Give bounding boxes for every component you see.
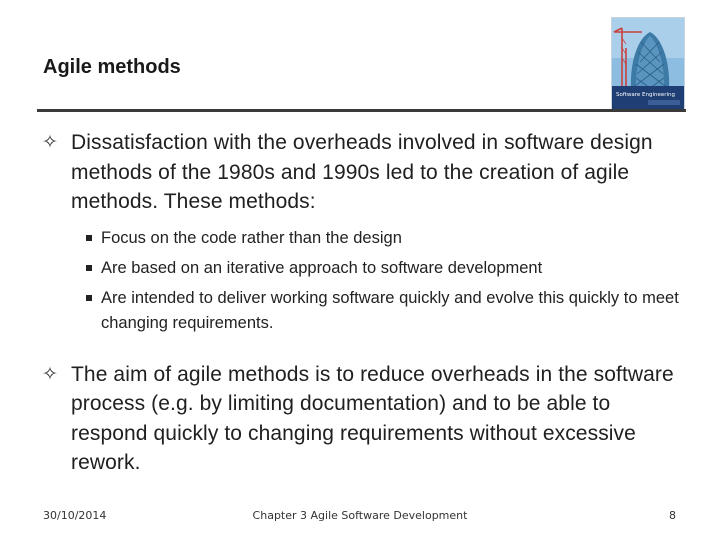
star-bullet-icon: ✧ (42, 363, 59, 385)
star-bullet-icon: ✧ (42, 132, 59, 153)
sub-bullet-item (42, 256, 682, 281)
slide-title: Agile methods (43, 56, 181, 78)
sub-bullet-item (42, 286, 682, 336)
square-bullet-icon (86, 235, 92, 241)
footer-chapter: Chapter 3 Agile Software Development (252, 509, 468, 522)
bullet-item (42, 128, 682, 217)
square-bullet-icon (86, 295, 92, 301)
sub-bullet-text: Are intended to deliver working software quickly and evolve this quickly to meet changing requirements. (101, 288, 679, 332)
book-cover-title: Software Engineering (616, 92, 675, 98)
square-bullet-icon (86, 265, 92, 271)
sub-bullet-item (42, 226, 682, 251)
sub-bullet-text: Focus on the code rather than the design (101, 228, 402, 247)
book-cover-image (611, 17, 685, 110)
book-cover-illustration (612, 18, 684, 109)
title-divider (37, 109, 686, 112)
bullet-text: The aim of agile methods is to reduce overheads in the software process (e.g. by limiting documentation) and to be able to respond quickly to changing requirements without excessive rework. (71, 362, 674, 474)
footer-date: 30/10/2014 (43, 509, 107, 522)
footer-page-number: 8 (669, 509, 676, 522)
bullet-list (42, 128, 682, 478)
bullet-text: Dissatisfaction with the overheads involved in software design methods of the 1980s and 1990s led to the creation of agile methods. These methods: (71, 131, 653, 213)
bullet-item (42, 360, 682, 478)
sub-bullet-text: Are based on an iterative approach to software development (101, 258, 543, 277)
sub-bullet-list (42, 226, 682, 336)
